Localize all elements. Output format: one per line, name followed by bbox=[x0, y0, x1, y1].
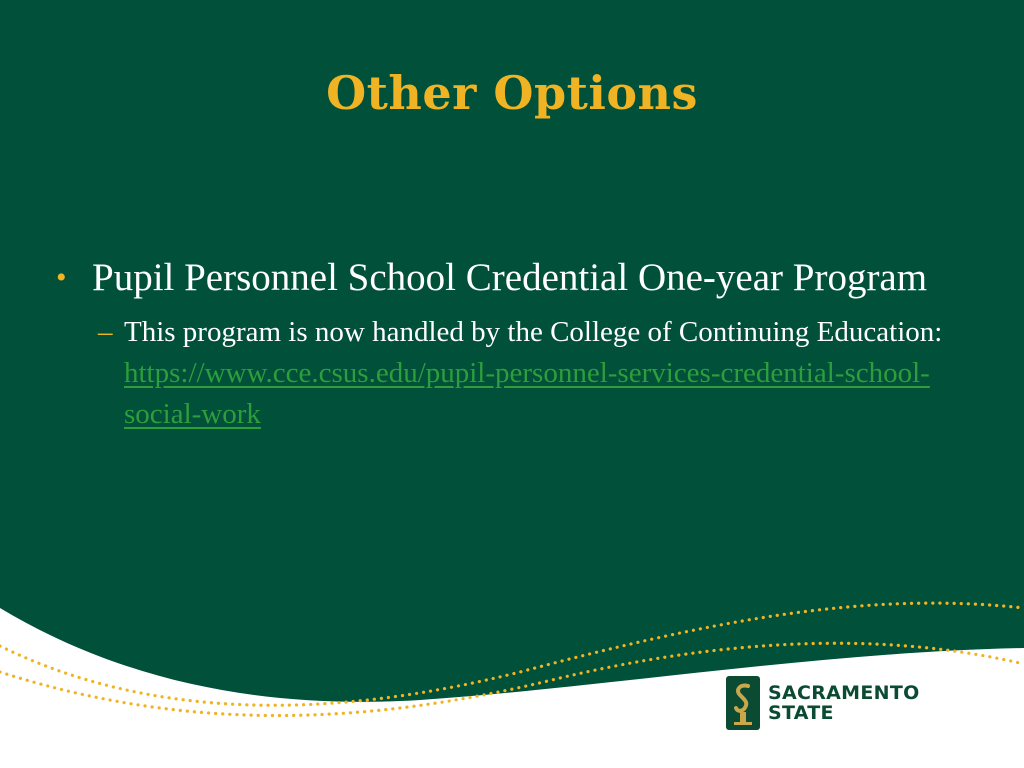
torch-s-icon bbox=[726, 676, 760, 730]
bullet-item bbox=[56, 250, 976, 306]
dash-icon: – bbox=[98, 316, 113, 348]
bullet-text: Pupil Personnel School Credential One-year Program bbox=[92, 256, 928, 299]
sub-bullet-text: This program is now handled by the College of Continuing Education: bbox=[124, 316, 943, 348]
logo-line-1: SACRAMENTO bbox=[768, 682, 920, 704]
slide-title: Other Options bbox=[326, 66, 698, 120]
cce-program-link[interactable]: https://www.cce.csus.edu/pupil-personnel-services-credential-school-social-work bbox=[124, 357, 930, 430]
sacramento-state-logo bbox=[726, 676, 920, 730]
logo-text bbox=[768, 683, 920, 723]
sub-bullet-item bbox=[98, 312, 976, 435]
decorative-wave bbox=[0, 560, 1024, 768]
bullet-icon: • bbox=[56, 261, 67, 294]
slide-content bbox=[56, 250, 976, 435]
logo-line-2: STATE bbox=[768, 702, 834, 724]
